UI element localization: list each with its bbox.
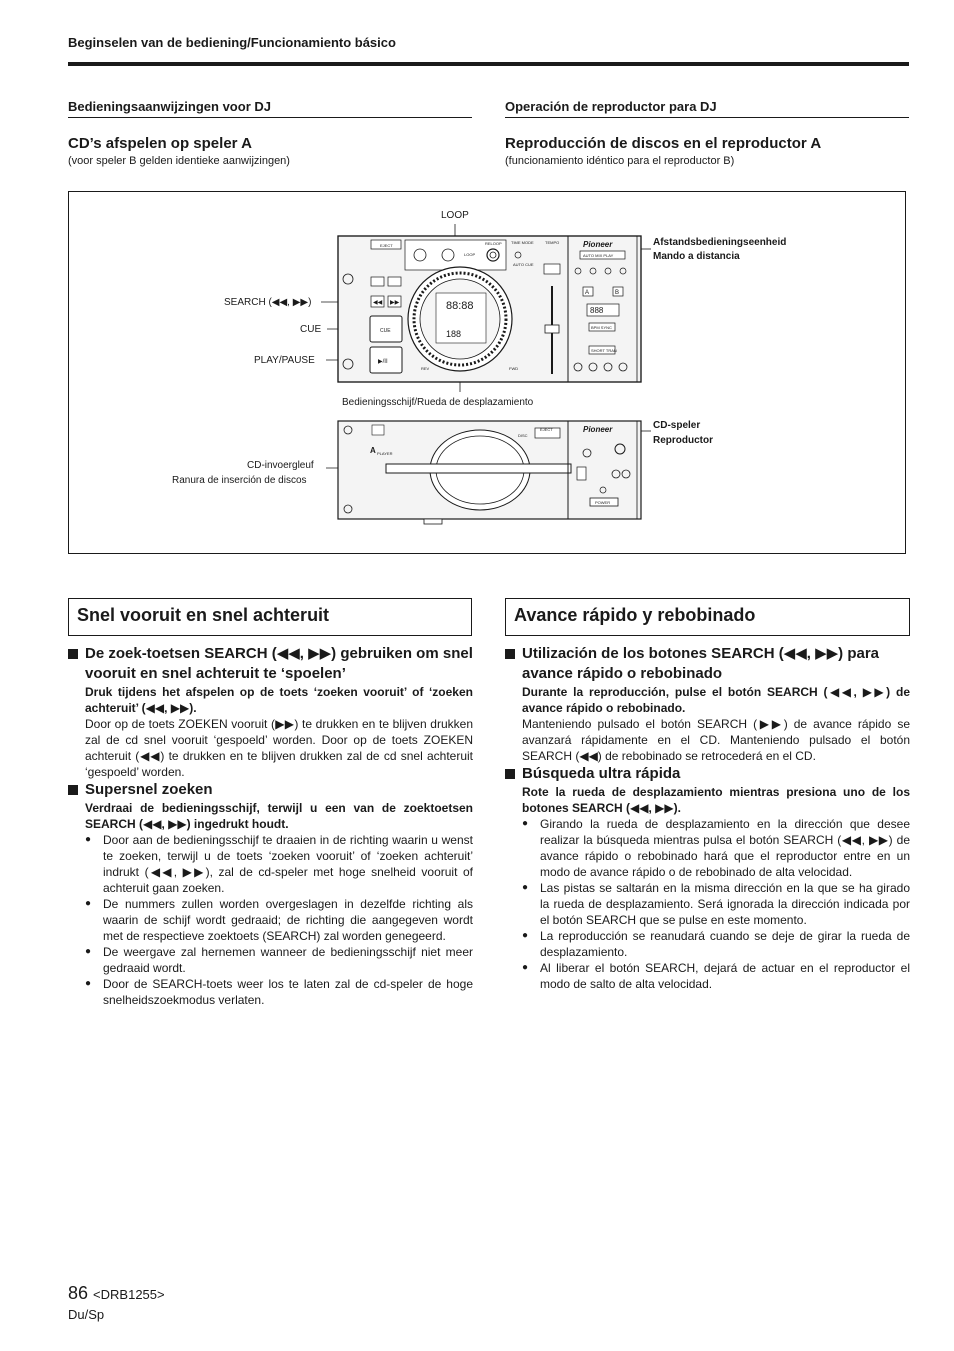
player-power-text: POWER	[595, 500, 611, 505]
remote-auto-mix-text: AUTO MIX PLAY	[583, 253, 614, 258]
label-jog-wheel: Bedieningsschijf/Rueda de desplazamiento	[342, 397, 534, 408]
es-super-search-instruction: Rote la rueda de desplazamiento mientras presiona uno de los botones SEARCH (◀◀, ▶▶).	[522, 785, 910, 815]
player-disc-text: DISC	[518, 433, 528, 438]
svg-text:88:88: 88:88	[446, 300, 474, 312]
nl-column	[68, 644, 473, 1008]
document-code: <DRB1255>	[93, 1287, 165, 1302]
page-header-title: Beginselen van de bediening/Funcionamiento básico	[68, 35, 396, 50]
label-remote-es: Mando a distancia	[653, 251, 740, 262]
label-play-pause: PLAY/PAUSE	[254, 355, 315, 366]
list-item: ● Girando la rueda de desplazamiento en la dirección que desee realizar la búsqueda mientras pulsa el botón SEARCH (◀◀, ▶▶) de avance rápido o rebobinado hará que el reproductor entre en un modo de avance rápido o de rebobinado de alta velocidad.	[540, 816, 910, 880]
list-item: ● La reproducción se reanudará cuando se deje de girar la rueda de desplazamiento.	[540, 928, 910, 960]
label-cd-player-nl: CD-speler	[653, 420, 701, 431]
left-section-rule	[68, 117, 472, 118]
remote-bpm-sync-text: BPM SYNC	[591, 325, 612, 330]
right-section-label: Operación de reproductor para DJ	[505, 99, 717, 114]
list-item: ● Door de SEARCH-toets weer los te laten zal de cd-speler de hoge snelheidszoekmodus verlaten.	[103, 976, 473, 1008]
remote-fwd-text: FWD	[509, 366, 519, 371]
right-note: (funcionamiento idéntico para el reproductor B)	[505, 155, 735, 167]
es-heading-super-search: Búsqueda ultra rápida	[505, 764, 910, 784]
label-cd-player-es: Reproductor	[653, 435, 713, 446]
label-remote-nl: Afstandsbedieningseenheid	[653, 237, 787, 248]
remote-tempo-text: TEMPO	[545, 240, 560, 245]
list-item: ● De weergave zal hernemen wanneer de bedieningsschijf niet meer gedraaid wordt.	[103, 944, 473, 976]
nl-super-search-instruction: Verdraai de bedieningsschijf, terwijl u een van de zoektoetsen SEARCH (◀◀, ▶▶) ingedrukt houdt.	[85, 801, 473, 831]
svg-text:A: A	[585, 290, 590, 296]
page-number: 86	[68, 1283, 89, 1303]
svg-text:▶▶: ▶▶	[390, 300, 400, 306]
label-slot-es: Ranura de inserción de discos	[172, 475, 307, 486]
svg-text:LOOP: LOOP	[464, 252, 476, 257]
es-heading-search: Utilización de los botones SEARCH (◀◀, ▶▶) para avance rápido o rebobinado	[505, 644, 910, 684]
nl-bullet-list	[68, 832, 473, 1008]
remote-auto-cue-text: AUTO CUE	[513, 262, 534, 267]
svg-text:888: 888	[590, 306, 604, 315]
language-code: Du/Sp	[68, 1307, 105, 1322]
player-label-text: PLAYER	[377, 451, 393, 456]
list-item: ● Las pistas se saltarán en la misma dirección en la que se ha girado la rueda de desplazamiento. Será ignorada la dirección indicada por el botón SEARCH que se pulse en este momento.	[540, 880, 910, 928]
svg-text:B: B	[615, 290, 620, 296]
list-item: ● Door aan de bedieningsschijf te draaien in de richting waarin u wenst te zoeken, terwijl u de toets ‘zoeken vooruit’ of ‘zoeken achteruit’ indrukt (◀◀, ▶▶), zal de cd-speler met hoge snelheid vooruit of achteruit gaan zoeken.	[103, 832, 473, 896]
left-subtitle: CD’s afspelen op speler A	[68, 135, 252, 152]
right-section-rule	[505, 117, 909, 118]
es-bullet-list	[505, 816, 910, 992]
list-item: ● De nummers zullen worden overgeslagen in dezelfde richting als waarin de schijf wordt gedraaid; de richting die aangegeven wordt met de respectieve zoektoets (SEARCH) zal worden genegeerd.	[103, 896, 473, 944]
svg-text:188: 188	[446, 329, 462, 339]
es-search-text: Manteniendo pulsado el botón SEARCH (▶▶) de avance rápido se avanzará rápidamente en el CD. Manteniendo pulsado el botón SEARCH (◀◀) de rebobinado se retrocederá en el CD.	[522, 717, 910, 763]
player-letter-text: A	[370, 446, 376, 455]
header-rule	[68, 62, 909, 66]
player-eject-text: EJECT	[540, 427, 553, 432]
list-item: ● Al liberar el botón SEARCH, dejará de actuar en el reproductor el modo de salto de alta velocidad.	[540, 960, 910, 992]
remote-cue-text: CUE	[380, 328, 391, 334]
left-section-label: Bedieningsaanwijzingen voor DJ	[68, 99, 271, 114]
nl-heading-search: De zoek-toetsen SEARCH (◀◀, ▶▶) gebruiken om snel vooruit en snel achteruit te ‘spoelen’	[68, 644, 473, 684]
es-search-instruction: Durante la reproducción, pulse el botón SEARCH (◀◀, ▶▶) de avance rápido o rebobinado.	[522, 685, 910, 715]
device-illustration	[68, 191, 906, 554]
remote-eject-text: EJECT	[380, 243, 393, 248]
svg-text:◀◀: ◀◀	[373, 300, 383, 306]
page-number-block	[68, 1283, 165, 1304]
svg-text:▶/II: ▶/II	[378, 359, 388, 365]
remote-brand-text: Pioneer	[583, 240, 613, 249]
remote-short-trans-text: SHORT TRAN	[591, 348, 617, 353]
remote-time-mode-text: TIME MODE	[511, 240, 534, 245]
right-subtitle: Reproducción de discos en el reproductor A	[505, 135, 822, 152]
label-loop: LOOP	[441, 210, 469, 221]
nl-search-text: Door op de toets ZOEKEN vooruit (▶▶) te drukken en te blijven drukken zal de cd snel vooruit ‘gespoeld’ worden. Door op de toets ZOEKEN achteruit (◀◀) te drukken en te blijven drukken zal de cd snel achteruit ‘gespoeld’ worden.	[85, 717, 473, 779]
nl-section-title: Snel vooruit en snel achteruit	[68, 598, 472, 636]
es-section-title: Avance rápido y rebobinado	[505, 598, 910, 636]
es-column	[505, 644, 910, 992]
label-search: SEARCH (◀◀, ▶▶)	[224, 297, 312, 308]
label-cue: CUE	[300, 324, 322, 335]
remote-reloop-text: RELOOP	[485, 241, 502, 246]
nl-search-instruction: Druk tijdens het afspelen op de toets ‘zoeken vooruit’ of ‘zoeken achteruit’ (◀◀, ▶▶).	[85, 685, 473, 715]
label-slot-nl: CD-invoergleuf	[247, 460, 314, 471]
player-brand-text: Pioneer	[583, 425, 613, 434]
nl-heading-super-search: Supersnel zoeken	[68, 780, 473, 800]
remote-rev-text: REV	[421, 366, 430, 371]
left-note: (voor speler B gelden identieke aanwijzingen)	[68, 155, 290, 167]
